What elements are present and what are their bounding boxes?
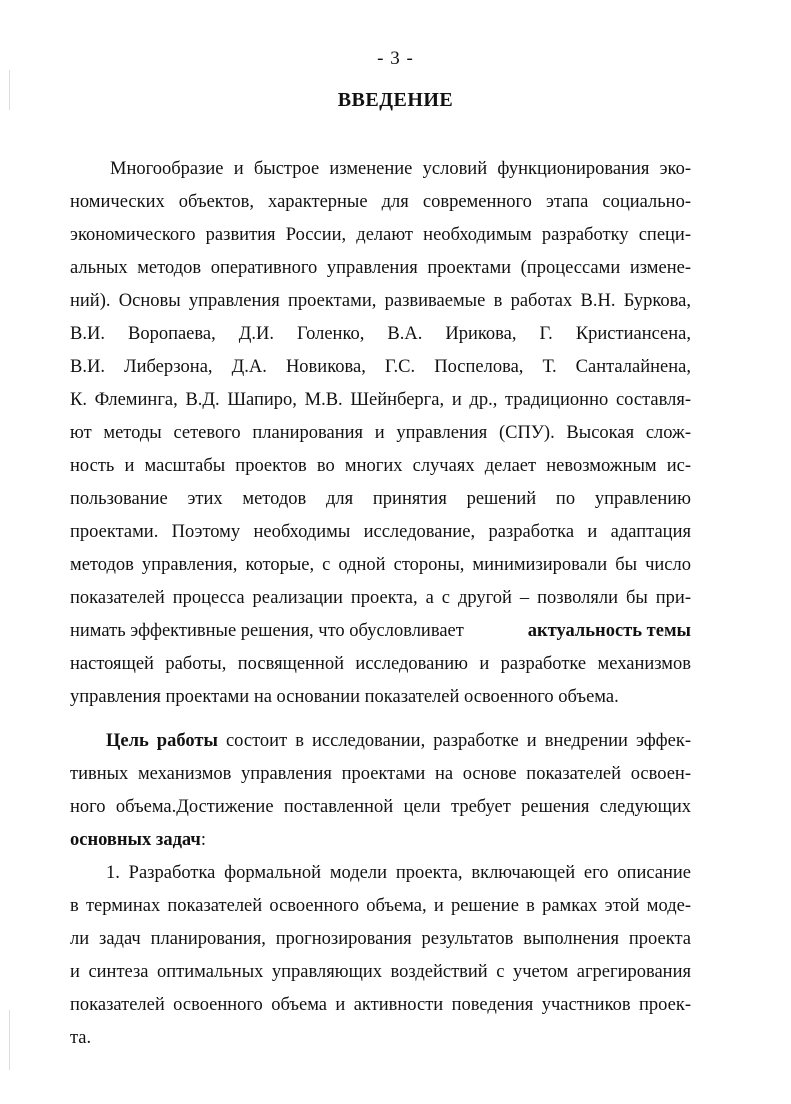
text-line: ного объема.Достижение поставленной цели требует решения следующих <box>70 797 691 817</box>
text-fragment: состоит в исследовании, разработке и внедрении эффек- <box>217 731 691 751</box>
scan-edge-mark <box>9 1010 10 1070</box>
page-number: - 3 - <box>377 48 414 69</box>
list-item-line: и синтеза оптимальных управляющих воздействий с учетом агрегирования <box>70 962 691 982</box>
text-line: ний). Основы управления проектами, развиваемые в работах В.Н. Буркова, <box>70 291 691 311</box>
list-item-line: та. <box>70 1028 92 1048</box>
text-line: методов управления, которые, с одной стороны, минимизировали бы число <box>70 555 691 575</box>
bold-term-tasks: основных задач <box>70 830 201 850</box>
text-line <box>70 620 691 642</box>
list-item-line: в терминах показателей освоенного объема, и решение в рамках этой моде- <box>70 896 691 916</box>
text-line: ют методы сетевого планирования и управления (СПУ). Высокая слож- <box>70 423 691 443</box>
text-line: альных методов оперативного управления проектами (процессами измене- <box>70 258 691 278</box>
list-item-line: ли задач планирования, прогнозирования результатов выполнения проекта <box>70 929 691 949</box>
list-item-line: показателей освоенного объема и активности поведения участников проек- <box>70 995 691 1015</box>
text-line: ность и масштабы проектов во многих случаях делает невозможным ис- <box>70 456 691 476</box>
text-line: настоящей работы, посвященной исследованию и разработке механизмов <box>70 654 691 674</box>
list-item-line: 1. Разработка формальной модели проекта, включающей его описание <box>106 863 691 883</box>
text-fragment: : <box>200 830 207 850</box>
text-line: пользование этих методов для принятия решений по управлению <box>70 489 691 509</box>
text-line: экономического развития России, делают необходимым разработку специ- <box>70 225 691 245</box>
bold-term-goal: Цель работы <box>106 731 218 751</box>
text-fragment: нимать эффективные решения, что обусловливает <box>70 621 464 641</box>
text-line: проектами. Поэтому необходимы исследование, разработка и адаптация <box>70 522 691 542</box>
text-line: номических объектов, характерные для современного этапа социально- <box>70 192 691 212</box>
text-line: В.И. Воропаева, Д.И. Голенко, В.А. Ирикова, Г. Кристиансена, <box>70 324 691 344</box>
text-line: Многообразие и быстрое изменение условий функционирования эко- <box>110 159 691 179</box>
text-line <box>106 730 691 752</box>
text-line <box>70 829 691 851</box>
text-line: В.И. Либерзона, Д.А. Новикова, Г.С. Поспелова, Т. Санталайнена, <box>70 357 691 377</box>
bold-term-relevance: актуальность темы <box>527 621 691 641</box>
text-line: управления проектами на основании показателей освоенного объема. <box>70 687 619 707</box>
text-line: показателей процесса реализации проекта, а с другой – позволяли бы при- <box>70 588 691 608</box>
page-title: ВВЕДЕНИЕ <box>337 89 454 111</box>
text-line: К. Флеминга, В.Д. Шапиро, М.В. Шейнберга, и др., традиционно составля- <box>70 390 691 410</box>
text-line: тивных механизмов управления проектами на основе показателей освоен- <box>70 764 691 784</box>
